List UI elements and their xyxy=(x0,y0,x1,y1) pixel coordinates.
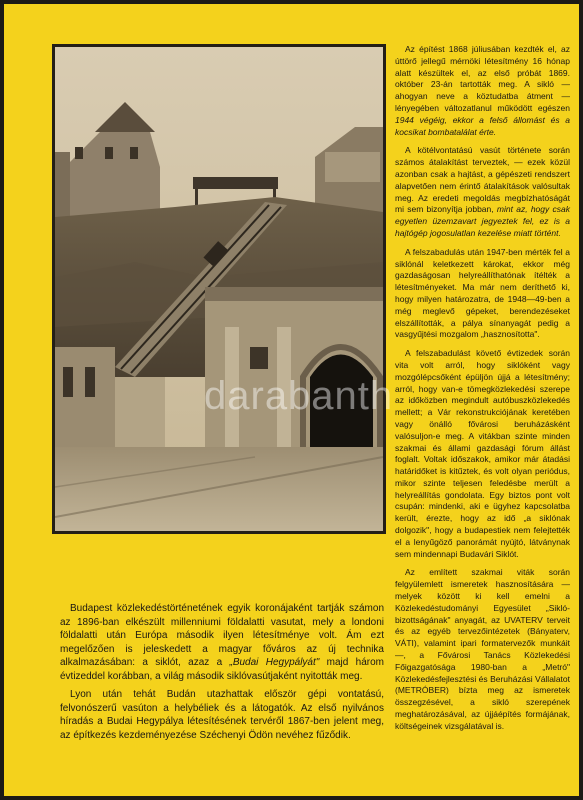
paragraph: Az említett szakmai viták során felgyülemlett ismeretek hasznosítására — melyek között ki kell emelni a Közlekedéstudományi Egyesület „Sikló-bizottságának" anyagát, az UVATERV terveit és az egyéb tervezőintézetek (Bányaterv, VÁTI), valamint ipari formatervezők munkáit —, a Fővárosi Tanács Közlekedési Főigazgatósága 1980-ban a „Metró" Közlekedésfejlesztési és Beruházási Vállalatot (METRÓBER) bízta meg az ismeretek összegzésével, a sikló szerepének meghatározásával, az újjáépítés formájának, költségeinek vizsgálatával is. xyxy=(395,567,570,731)
paragraph: Lyon után tehát Budán utazhattak először gépi vontatású, felvonószerű vasúton a helybéliek és a látogatók. Az első nyilvános híradás a Budai Hegypálya létesítésének tervéről 1867-ben jelent meg, az építkezés kezdeményezése Széchenyi Ödön nevéhez fűződik. xyxy=(60,689,384,741)
photo-illustration xyxy=(55,47,383,531)
paragraph: Budapest közlekedéstörténetének egyik koronájaként tartják számon az 1896-ban elkészült millenniumi földalatti vasutat, mely a londoni földalatti után Európa második ilyen létesítménye volt. Ám ezt megelőzően is jeleskedett a magyar főváros az új technika alkalmazásában: a siklót, azaz a „Budai Hegypályát" majd három évtizeddel korábban, a világ második siklóvasútjaként nyitották meg. xyxy=(60,603,385,682)
paragraph: A felszabadulást követő évtizedek során vita volt arról, hogy siklóként vagy mozgólépcsőként épüljön újjá a létesítmény; arról, hogy van-e tömegközlekedési szerepe az időközben megindult autóbuszközlekedés mellett; a Vár rekonstrukciójának keretében vagy önálló fővárosi beruházásként valósuljon-e meg. A vitákban szinte minden szakmai és állami gazdasági fórum állást foglalt. Voltak időszakok, amikor már átadási határidőket is kitűztek, és volt olyan periódus, mikor szinte teljesen feledésbe merült a helyreállítás gondolata. Egy biztos pont volt csupán: mindenki, aki e ügyhez kapcsolatba került, érezte, hogy az idő „a siklónak dolgozik", hogy a budapestiek nem felejtették el a lenyűgöző panorámát nyújtó, látványnak sem mindennapi Budavári Siklót. xyxy=(395,348,570,559)
paragraph: A kötélvontatású vasút története során számos átalakítást terveztek, — ezek közül azonban csak a hajtást, a gépészeti rendszert alapvetően nem érintő átalakítások valósultak meg. Az eredeti megoldás megbízhatóságát mi sem bizonyítja jobban, mint az, hogy csak egyetlen üzemzavart jegyeztek fel, ez is a hajtógép jogosulatlan kezelése miatt történt. xyxy=(395,145,570,238)
historic-photo-funicular xyxy=(52,44,386,534)
right-text-column xyxy=(395,44,570,740)
brochure-page xyxy=(4,4,579,796)
watermark: darabanth xyxy=(204,374,394,418)
bottom-text-column xyxy=(60,602,384,747)
paragraph: A felszabadulás után 1947-ben mérték fel a siklónál keletkezett károkat, ekkor még gazdaságosan helyreállíthatónak ítélték a létesítményeket. Ma már nem deríthető ki, hogy milyen határozatra, de 1948—49-ben a még meglevő gépeket, berendezéseket elszállították, a pálya sínanyagát pedig a vasgyűjtési mozgalom „hasznosította". xyxy=(395,246,570,340)
paragraph: Az építést 1868 júliusában kezdték el, az úttörő jellegű mérnöki létesítmény 16 hónap alatt készültek el, az első próbát 1869. október 23-án tartották meg. A sikló — ahogyan neve a köztudatba átment — lényegében változatlanul működött egészen 1944 végéig, ekkor a felső állomást és a kocsikat bombatalálat érte. xyxy=(395,44,570,137)
